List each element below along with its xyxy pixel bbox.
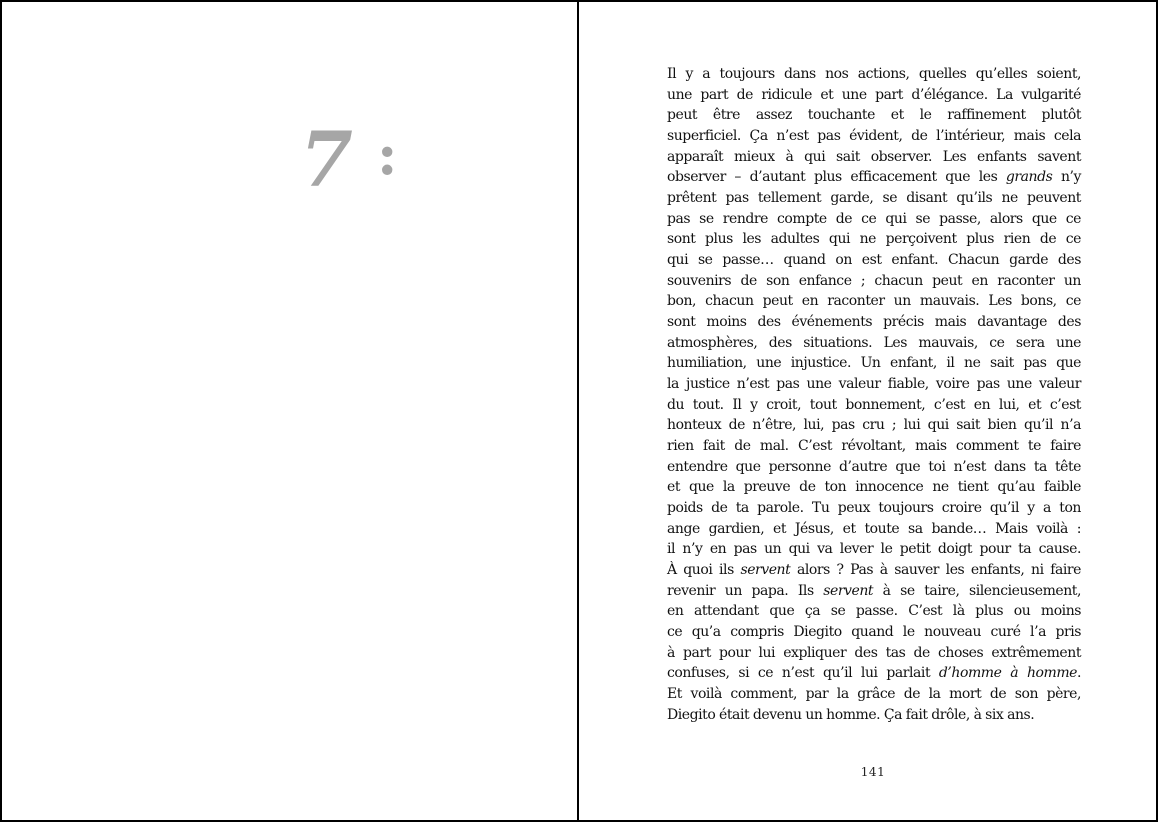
text-line: À quoi ils servent alors ? Pas à sauver les enfants, ni faire	[667, 562, 1082, 579]
chapter-separator: :	[376, 122, 398, 188]
text-line: honteux de n’être, lui, pas cru ; lui qui sait bien qu’il n’a	[667, 417, 1081, 434]
italic-emphasis: grands	[1005, 169, 1053, 186]
text-line: sont moins des événements précis mais davantage des	[667, 314, 1081, 331]
text-line: observer – d’autant plus efficacement que les grands n’y	[667, 169, 1081, 186]
text-line: ange gardien, et Jésus, et toute sa bande… Mais voilà :	[667, 520, 1081, 537]
text-line: rien fait de mal. C’est révoltant, mais comment te faire	[667, 438, 1081, 455]
text-line: et que la preuve de ton innocence ne tient qu’au faible	[667, 479, 1081, 496]
italic-emphasis: servent	[823, 582, 874, 599]
text-line: atmosphères, des situations. Les mauvais, ce sera une	[667, 334, 1081, 351]
text-line: humiliation, une injustice. Un enfant, il ne sait pas que	[667, 355, 1081, 372]
text-line: souvenirs de son enfance ; chacun peut en raconter un	[667, 272, 1081, 289]
text-line: confuses, si ce n’est qu’il lui parlait d’homme à homme.	[667, 665, 1081, 682]
text-line: superficiel. Ça n’est pas évident, de l’intérieur, mais cela	[667, 128, 1081, 145]
text-line: Il y a toujours dans nos actions, quelles qu’elles soient,	[667, 66, 1081, 82]
text-line: revenir un papa. Ils servent à se taire, silencieusement,	[667, 582, 1081, 599]
italic-emphasis: servent	[740, 562, 791, 579]
text-line: apparaît mieux à qui sait observer. Les enfants savent	[667, 148, 1081, 165]
text-line: prêtent pas tellement garde, se disant qu’ils ne peuvent	[667, 190, 1081, 207]
text-line: ce qu’a compris Diegito quand le nouveau curé l’a pris	[667, 624, 1081, 641]
body-paragraph	[667, 64, 1081, 726]
text-line: poids de ta parole. Tu peux toujours croire qu’il y a ton	[667, 500, 1081, 517]
text-line: entendre que personne d’autre que toi n’est dans ta tête	[667, 458, 1081, 475]
italic-emphasis: d’homme à homme	[938, 665, 1077, 682]
chapter-heading	[300, 100, 398, 220]
text-line: qui se passe… quand on est enfant. Chacun garde des	[667, 252, 1081, 269]
text-line: bon, chacun peut en raconter un mauvais. Les bons, ce	[667, 293, 1081, 310]
right-page	[581, 2, 1158, 820]
text-line: une part de ridicule et une part d’élégance. La vulgarité	[667, 86, 1081, 103]
page-number: 141	[860, 765, 886, 779]
chapter-number: 7	[300, 115, 351, 204]
text-line: en attendant que ça se passe. C’est là plus ou moins	[667, 603, 1081, 620]
text-line: à part pour lui expliquer des tas de choses extrêmement	[667, 644, 1081, 661]
text-line: sont plus les adultes qui ne perçoivent plus rien de ce	[667, 231, 1081, 248]
text-line: Et voilà comment, par la grâce de la mort de son père,	[667, 686, 1081, 703]
text-line: peut être assez touchante et le raffinement plutôt	[667, 107, 1081, 124]
text-line: du tout. Il y croit, tout bonnement, c’est en lui, et c’est	[667, 396, 1081, 413]
text-line: Diegito était devenu un homme. Ça fait drôle, à six ans.	[667, 706, 1035, 723]
text-line: la justice n’est pas une valeur fiable, voire pas une valeur	[667, 376, 1081, 393]
text-line: il n’y en pas un qui va lever le petit doigt pour ta cause.	[667, 541, 1081, 558]
text-line: pas se rendre compte de ce qui se passe, alors que ce	[667, 210, 1081, 227]
left-page	[2, 2, 579, 820]
